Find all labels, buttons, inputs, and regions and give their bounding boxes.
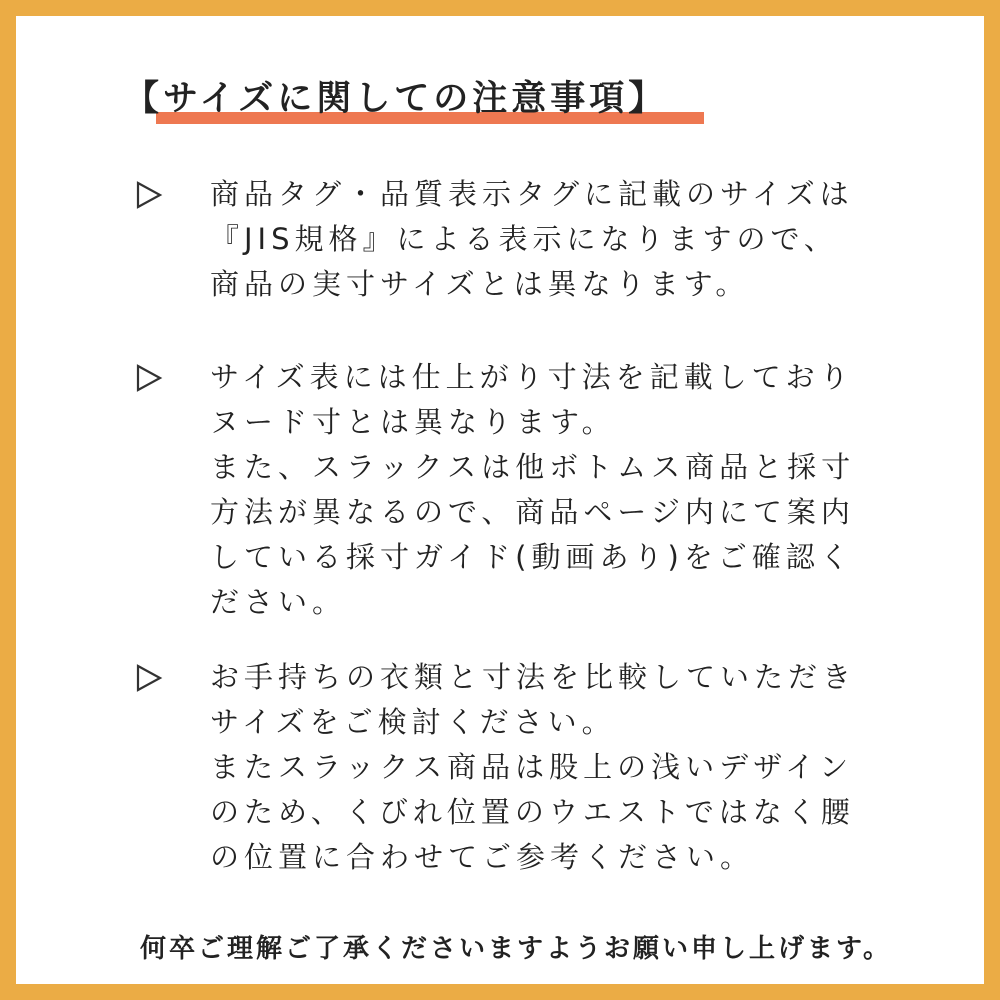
triangle-outline-right-icon: [134, 180, 164, 210]
notice-line: ださい。: [210, 585, 347, 619]
notice-line: 方法が異なるので、商品ページ内にて案内: [210, 495, 855, 529]
notice-line: のため、くびれ位置のウエストではなく腰: [210, 795, 855, 829]
triangle-outline-right-icon: [134, 363, 164, 393]
notice-line: 商品の実寸サイズとは異なります。: [210, 267, 750, 301]
triangle-outline-right-icon: [134, 663, 164, 693]
notice-line: サイズをご検討ください。: [210, 705, 616, 739]
page-title: 【サイズに関しての注意事項】: [124, 79, 668, 119]
notice-line: また、スラックスは他ボトムス商品と採寸: [210, 450, 856, 484]
notice-line: の位置に合わせてご参考ください。: [210, 840, 755, 874]
notice-line: 『JIS規格』による表示になりますので、: [210, 222, 838, 256]
notice-line: お手持ちの衣類と寸法を比較していただき: [210, 660, 857, 694]
notice-line: している採寸ガイド(動画あり)をご確認く: [210, 540, 854, 574]
notice-line: 商品タグ・品質表示タグに記載のサイズは: [210, 177, 854, 211]
notice-line: ヌード寸とは異なります。: [210, 405, 616, 439]
closing-message: 何卒ご理解ご了承くださいますようお願い申し上げます。: [140, 934, 892, 964]
notice-line: またスラックス商品は股上の浅いデザイン: [210, 750, 854, 784]
notice-line: サイズ表には仕上がり寸法を記載しており: [210, 360, 854, 394]
